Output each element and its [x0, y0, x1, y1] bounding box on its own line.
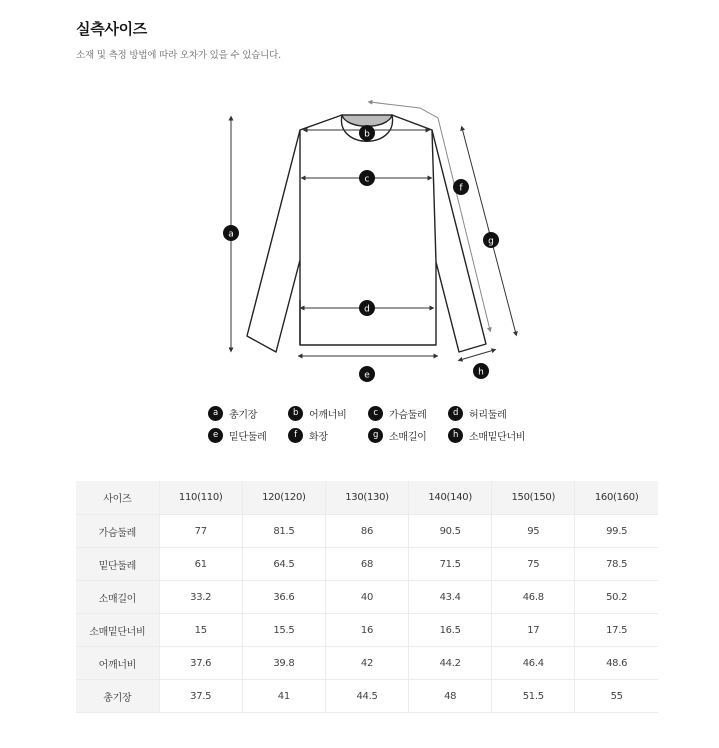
table-cell: 71.5: [409, 548, 492, 581]
row-label: 가슴둘레: [76, 515, 159, 548]
table-cell: 99.5: [575, 515, 658, 548]
legend-item-d: [448, 406, 528, 421]
header-size: 140(140): [409, 481, 492, 515]
legend-badge: a: [208, 406, 223, 421]
marker-d: [359, 300, 375, 316]
row-label: 소매밑단너비: [76, 614, 159, 647]
table-cell: 44.2: [409, 647, 492, 680]
legend-label: 화장: [309, 431, 328, 443]
legend-item-h: [448, 428, 528, 443]
header-size-label: 사이즈: [76, 481, 159, 515]
table-cell: 95: [492, 515, 575, 548]
table-cell: 37.6: [159, 647, 242, 680]
table-row: [76, 515, 658, 548]
table-cell: 48: [409, 680, 492, 713]
table-cell: 51.5: [492, 680, 575, 713]
table-cell: 48.6: [575, 647, 658, 680]
table-cell: 17.5: [575, 614, 658, 647]
legend-label: 소매밑단너비: [469, 431, 526, 443]
marker-h: [473, 363, 489, 379]
table-cell: 78.5: [575, 548, 658, 581]
legend-badge: h: [448, 428, 463, 443]
table-cell: 75: [492, 548, 575, 581]
table-header-row: [76, 481, 658, 515]
table-row: [76, 548, 658, 581]
table-cell: 39.8: [242, 647, 325, 680]
legend-badge: b: [288, 406, 303, 421]
sweatshirt-outline: [247, 115, 486, 352]
legend-label: 밑단둘레: [229, 431, 267, 443]
page-subtitle: 소재 및 측정 방법에 따라 오차가 있을 수 있습니다.: [76, 50, 281, 61]
svg-text:c: c: [364, 174, 370, 185]
legend-label: 총기장: [229, 409, 258, 421]
legend-badge: g: [368, 428, 383, 443]
table-cell: 16.5: [409, 614, 492, 647]
legend-item-c: [368, 406, 448, 421]
svg-text:h: h: [478, 367, 484, 378]
table-cell: 55: [575, 680, 658, 713]
table-row: [76, 647, 658, 680]
row-label: 밑단둘레: [76, 548, 159, 581]
marker-b: [359, 125, 375, 141]
svg-text:e: e: [364, 370, 370, 381]
table-cell: 33.2: [159, 581, 242, 614]
table-cell: 40: [325, 581, 408, 614]
table-cell: 81.5: [242, 515, 325, 548]
marker-c: [359, 170, 375, 186]
table-cell: 41: [242, 680, 325, 713]
header-size: 110(110): [159, 481, 242, 515]
marker-a: [223, 225, 239, 241]
row-label: 소매길이: [76, 581, 159, 614]
table-cell: 37.5: [159, 680, 242, 713]
legend-badge: e: [208, 428, 223, 443]
table-cell: 86: [325, 515, 408, 548]
table-cell: 16: [325, 614, 408, 647]
svg-text:g: g: [488, 236, 494, 247]
legend-badge: f: [288, 428, 303, 443]
table-row: [76, 581, 658, 614]
svg-text:f: f: [459, 183, 463, 194]
marker-g: [483, 232, 499, 248]
legend-label: 어깨너비: [309, 409, 347, 421]
header-size: 130(130): [325, 481, 408, 515]
table-cell: 61: [159, 548, 242, 581]
header-size: 150(150): [492, 481, 575, 515]
table-cell: 90.5: [409, 515, 492, 548]
row-label: 총기장: [76, 680, 159, 713]
table-cell: 42: [325, 647, 408, 680]
table-cell: 36.6: [242, 581, 325, 614]
svg-text:b: b: [364, 129, 370, 140]
table-row: [76, 614, 658, 647]
legend-item-a: [208, 406, 288, 421]
table-cell: 46.8: [492, 581, 575, 614]
marker-f: [453, 179, 469, 195]
table-cell: 43.4: [409, 581, 492, 614]
table-cell: 15: [159, 614, 242, 647]
table-cell: 46.4: [492, 647, 575, 680]
table-cell: 17: [492, 614, 575, 647]
table-cell: 44.5: [325, 680, 408, 713]
table-cell: 50.2: [575, 581, 658, 614]
legend-row: [208, 402, 548, 424]
page-title: 실측사이즈: [76, 20, 147, 38]
row-label: 어깨너비: [76, 647, 159, 680]
legend-label: 소매길이: [389, 431, 427, 443]
legend-item-e: [208, 428, 288, 443]
measurement-legend: [208, 402, 548, 446]
legend-badge: c: [368, 406, 383, 421]
legend-item-b: [288, 406, 368, 421]
legend-item-g: [368, 428, 448, 443]
legend-badge: d: [448, 406, 463, 421]
marker-e: [359, 366, 375, 382]
table-cell: 68: [325, 548, 408, 581]
legend-item-f: [288, 428, 368, 443]
legend-label: 허리둘레: [469, 409, 507, 421]
table-cell: 77: [159, 515, 242, 548]
svg-text:a: a: [228, 229, 234, 240]
legend-row: [208, 424, 548, 446]
header-size: 160(160): [575, 481, 658, 515]
legend-label: 가슴둘레: [389, 409, 427, 421]
svg-text:d: d: [364, 304, 370, 315]
table-cell: 15.5: [242, 614, 325, 647]
table-row: [76, 680, 658, 713]
table-cell: 64.5: [242, 548, 325, 581]
header-size: 120(120): [242, 481, 325, 515]
size-table: [76, 481, 658, 713]
